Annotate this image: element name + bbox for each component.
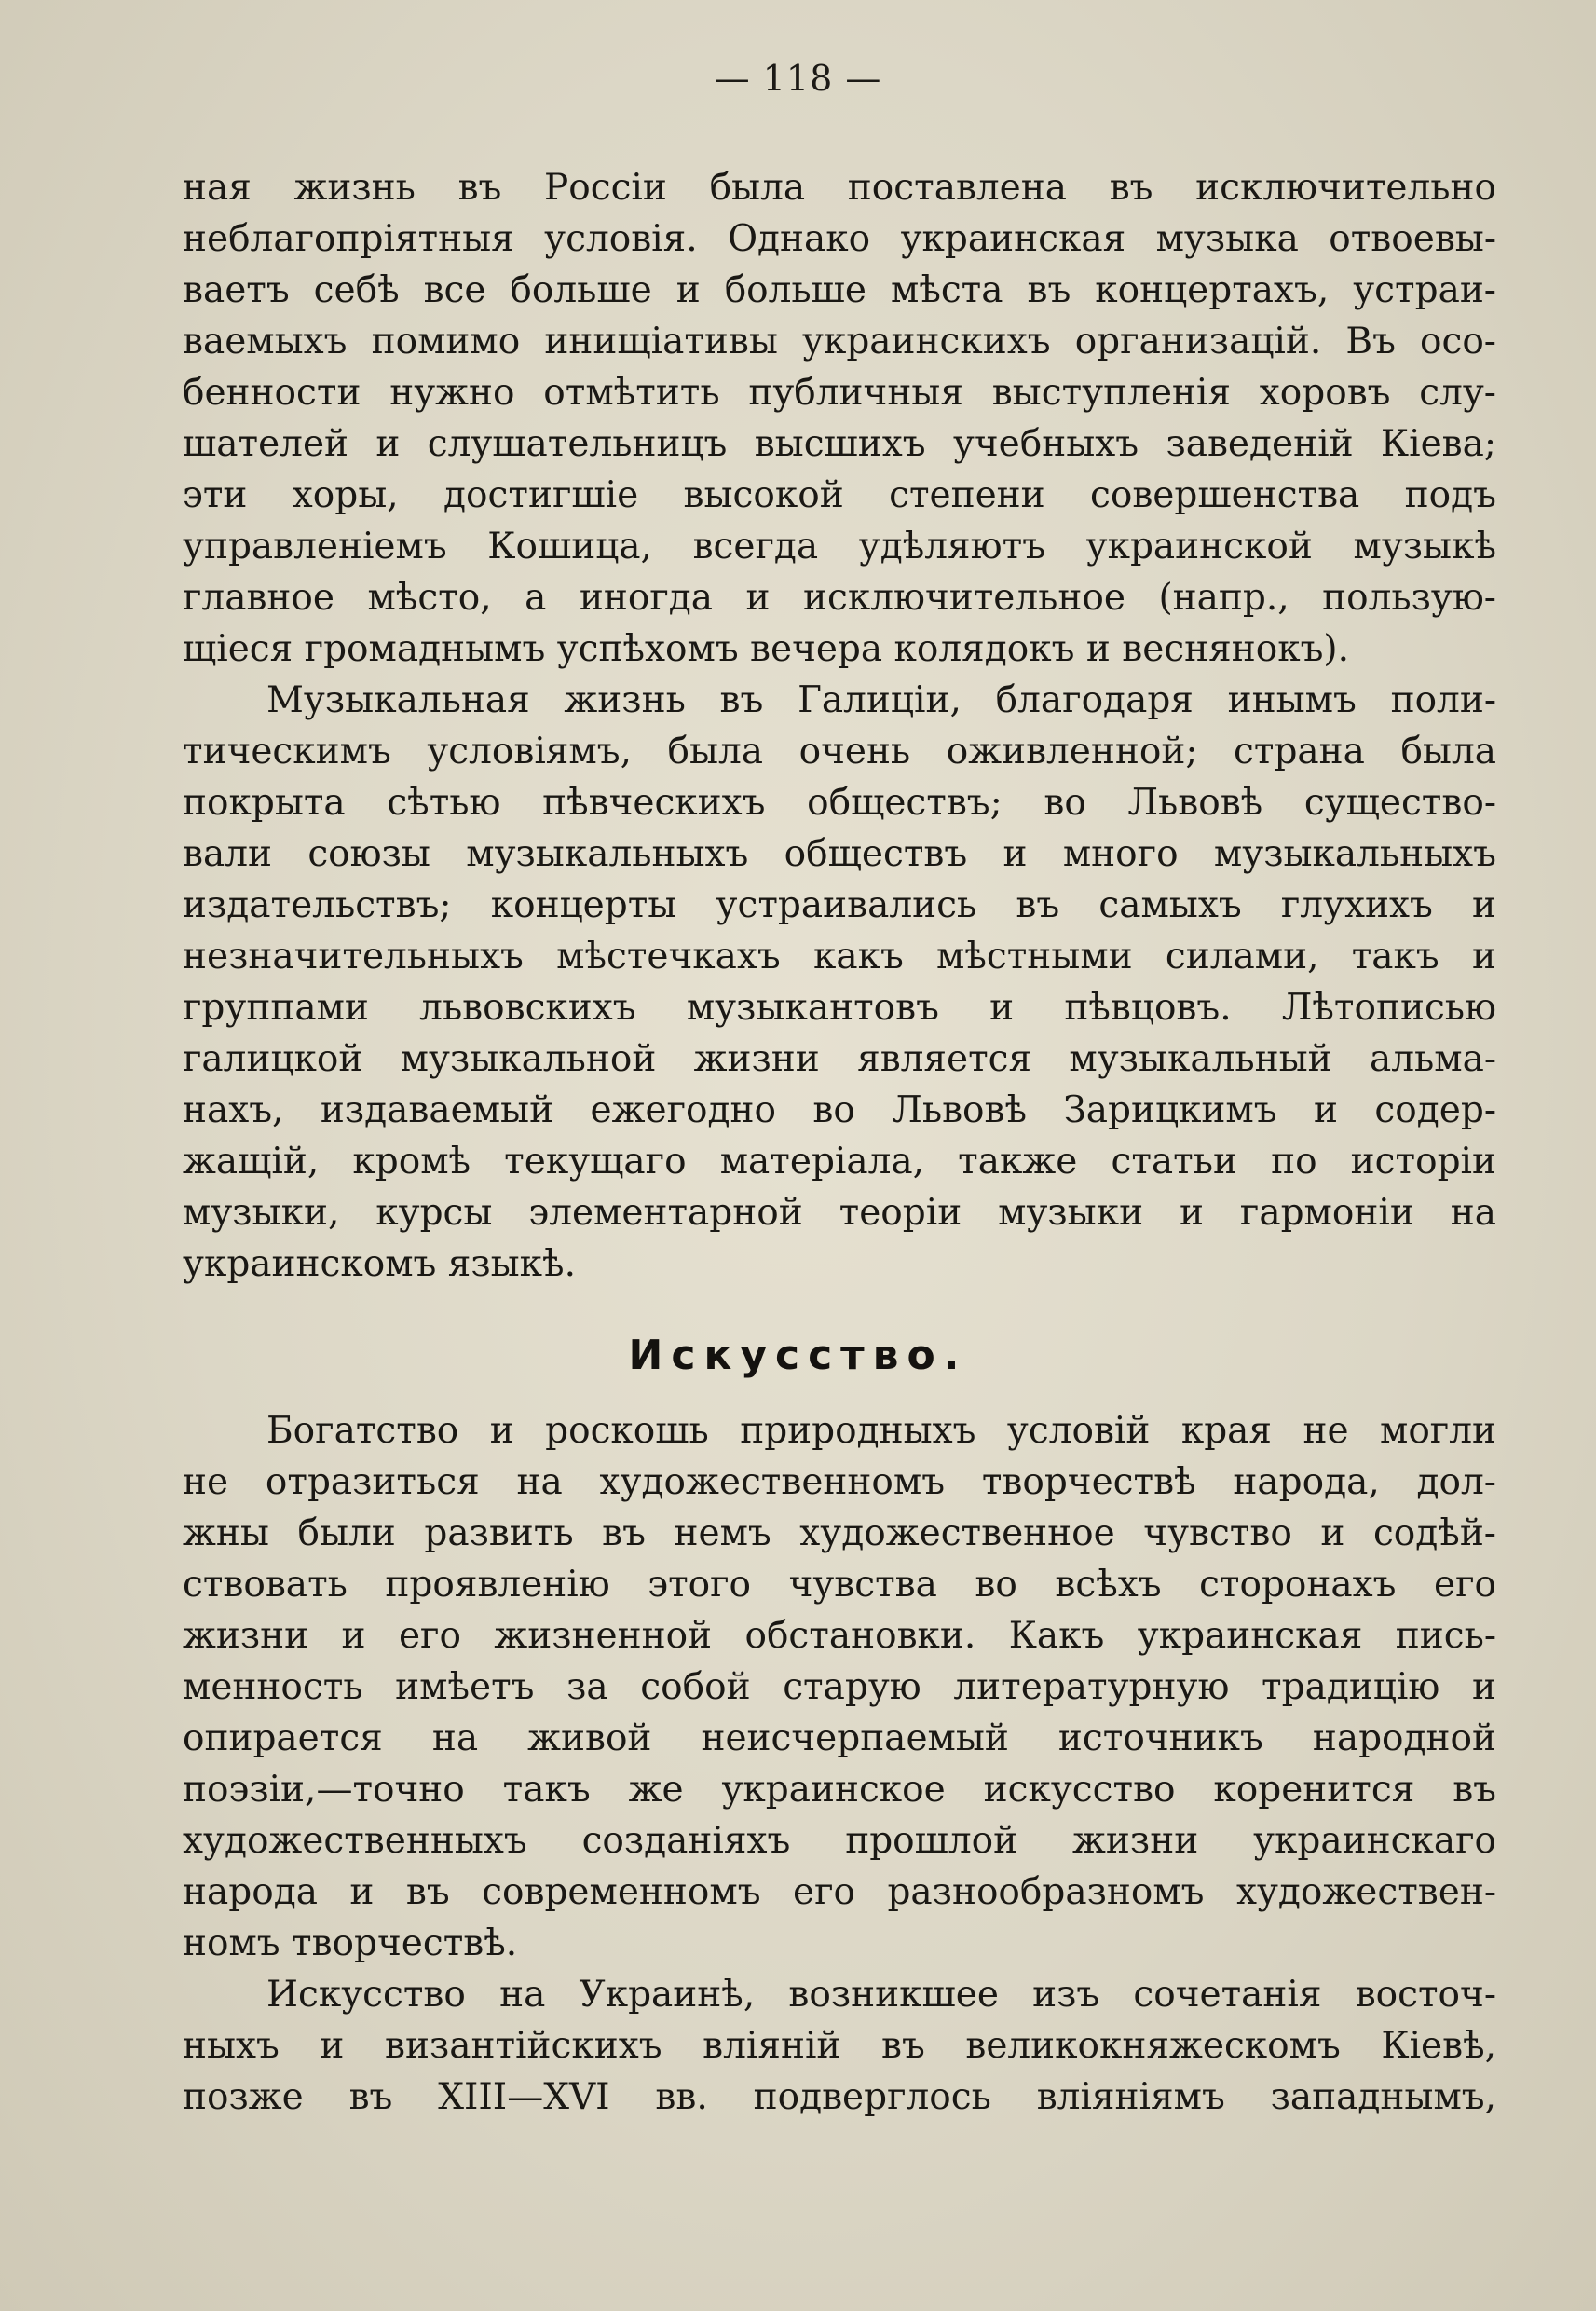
text-line: художественныхъ созданіяхъ прошлой жизни украинскаго: [183, 1820, 1496, 1862]
text-line: номъ творчествѣ.: [183, 1922, 518, 1964]
text-line: украинскомъ языкѣ.: [183, 1243, 576, 1285]
text-line: жащій, кромѣ текущаго матеріала, также статьи по исторіи: [183, 1141, 1496, 1183]
text-line: жизни и его жизненной обстановки. Какъ украинская пись-: [183, 1615, 1496, 1657]
text-line: менность имѣетъ за собой старую литературную традицію и: [183, 1666, 1496, 1708]
text-line: ваемыхъ помимо инищіативы украинскихъ организацій. Въ осо-: [183, 321, 1496, 362]
page-number: — 118 —: [714, 58, 882, 99]
text-line: издательствъ; концерты устраивались въ самыхъ глухихъ и: [183, 884, 1496, 926]
paragraph-4: [183, 1969, 1496, 2123]
text-line: ная жизнь въ Россіи была поставлена въ исключительно: [183, 167, 1496, 209]
text-line: нахъ, издаваемый ежегодно во Львовѣ Зарицкимъ и содер-: [183, 1089, 1496, 1131]
paragraph-2: [183, 675, 1496, 1290]
text-line: ствовать проявленію этого чувства во всѣхъ сторонахъ его: [183, 1564, 1496, 1606]
text-line: народа и въ современномъ его разнообразномъ художествен-: [183, 1871, 1496, 1913]
text-line: бенности нужно отмѣтить публичныя выступленія хоровъ слу-: [183, 372, 1496, 414]
text-line: щіеся громаднымъ успѣхомъ вечера колядокъ и веснянокъ).: [183, 628, 1349, 670]
text-line: Искусство на Украинѣ, возникшее изъ сочетанія восточ-: [266, 1974, 1496, 2016]
text-line: покрыта сѣтью пѣвческихъ обществъ; во Львовѣ существо-: [183, 782, 1496, 824]
text-line: тическимъ условіямъ, была очень оживленной; страна была: [183, 731, 1496, 773]
text-line: опирается на живой неисчерпаемый источникъ народной: [183, 1717, 1496, 1759]
text-line: позже въ XIII—XVI вв. подверглось вліяніямъ западнымъ,: [183, 2076, 1496, 2118]
section-heading: Искусство.: [628, 1332, 968, 1379]
paragraph-3: [183, 1405, 1496, 1969]
text-line: Музыкальная жизнь въ Галиціи, благодаря инымъ поли-: [266, 679, 1496, 721]
text-line: вали союзы музыкальныхъ обществъ и много музыкальныхъ: [183, 833, 1496, 875]
text-line: поэзіи,—точно такъ же украинское искусство коренится въ: [183, 1769, 1496, 1811]
text-line: шателей и слушательницъ высшихъ учебныхъ заведеній Кіева;: [183, 423, 1496, 465]
text-line: галицкой музыкальной жизни является музыкальный альма-: [183, 1038, 1496, 1080]
text-line: главное мѣсто, а иногда и исключительное (напр., пользую-: [183, 577, 1496, 619]
text-line: не отразиться на художественномъ творчествѣ народа, дол-: [183, 1461, 1496, 1503]
text-line: музыки, курсы элементарной теоріи музыки и гармоніи на: [183, 1192, 1496, 1234]
text-line: незначительныхъ мѣстечкахъ какъ мѣстными силами, такъ и: [183, 936, 1496, 978]
text-line: эти хоры, достигшіе высокой степени совершенства подъ: [183, 474, 1496, 516]
text-column-bottom: [183, 1405, 1496, 2123]
text-line: жны были развить въ немъ художественное чувство и содѣй-: [183, 1512, 1496, 1554]
text-line: Богатство и роскошь природныхъ условій края не могли: [266, 1410, 1496, 1452]
text-line: группами львовскихъ музыкантовъ и пѣвцовъ. Лѣтописью: [183, 987, 1496, 1029]
text-line: ваетъ себѣ все больше и больше мѣста въ концертахъ, устраи-: [183, 269, 1496, 311]
text-column-top: [183, 162, 1496, 1290]
text-line: неблагопріятныя условія. Однако украинская музыка отвоевы-: [183, 218, 1496, 260]
paragraph-1: [183, 162, 1496, 675]
text-line: управленіемъ Кошица, всегда удѣляютъ украинской музыкѣ: [183, 526, 1496, 567]
text-line: ныхъ и византійскихъ вліяній въ великокняжескомъ Кіевѣ,: [183, 2025, 1496, 2067]
